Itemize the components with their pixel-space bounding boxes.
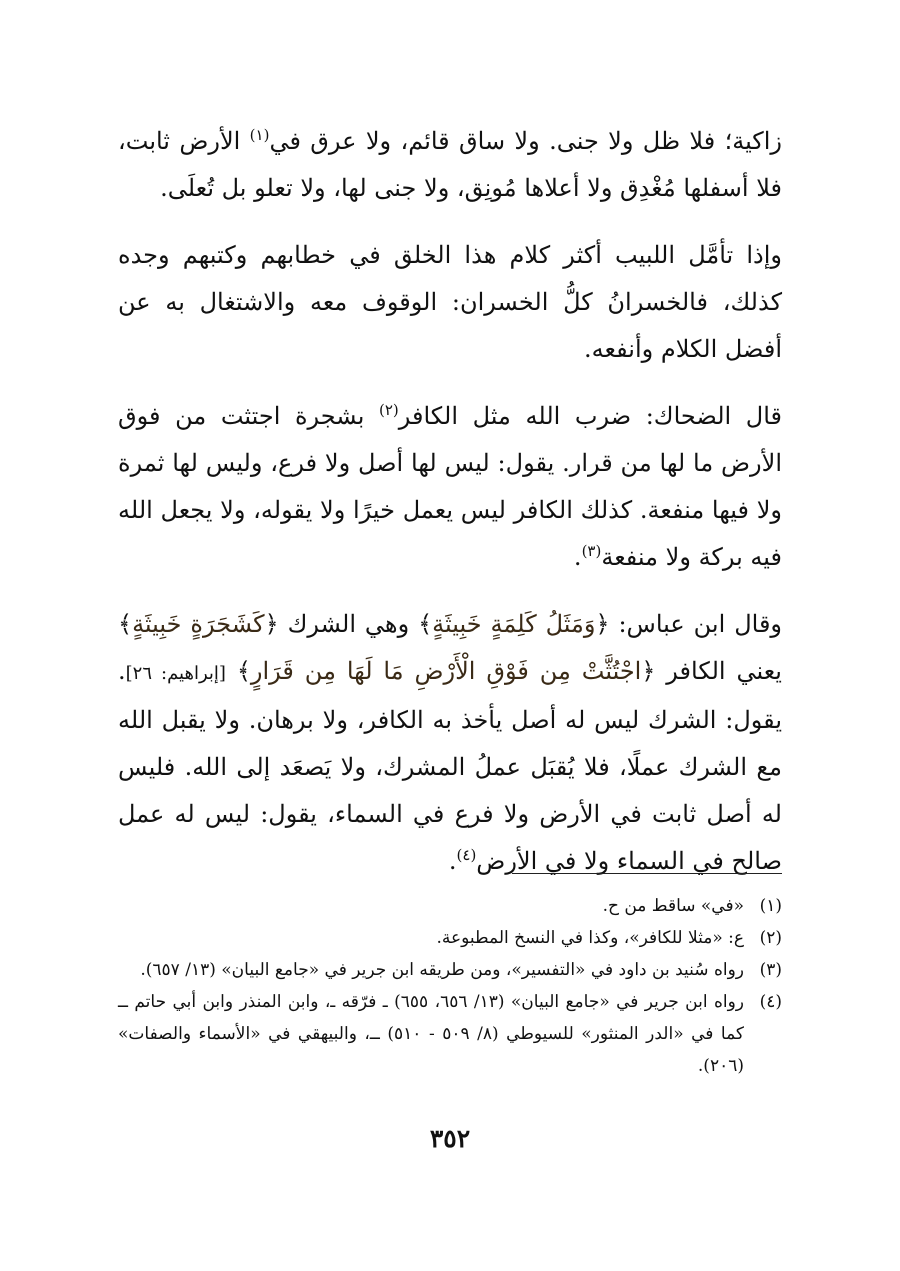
paragraph-2 xyxy=(118,232,782,373)
footnotes xyxy=(118,890,782,1082)
footnote-text: «في» ساقط من ح. xyxy=(602,896,744,916)
quran-verse-3: اجْتُثَّتْ مِن فَوْقِ الْأَرْضِ مَا لَهَا مِن قَرَارٍ xyxy=(250,657,642,685)
quran-brace-open-1: ﴿ xyxy=(595,610,610,638)
quran-brace-open-3: ﴿ xyxy=(641,657,656,685)
p4-text-2: يعني الكافر xyxy=(655,657,782,685)
footnote-number: (١) xyxy=(759,896,782,916)
p3-text-b: بشجرة اجتثت من فوق الأرض ما لها من قرار. يقول: ليس لها أصل ولا فرع، وليس لها ثمرة ولا فيها منفعة. كذلك الكافر ليس يعمل خيرًا ولا يقوله، ولا يجعل الله فيه بركة ولا منفعة xyxy=(118,402,782,571)
footnote-4 xyxy=(118,986,782,1082)
paragraph-4 xyxy=(118,601,782,885)
p4-intro: وقال ابن عباس: xyxy=(609,610,783,638)
footnote-ref-1: (١) xyxy=(249,126,270,144)
quran-verse-1: وَمَثَلُ كَلِمَةٍ خَبِيثَةٍ xyxy=(432,610,596,638)
p3-text-end: . xyxy=(573,543,582,571)
footnote-ref-4: (٤) xyxy=(456,846,477,864)
quran-verse-2: كَشَجَرَةٍ خَبِيثَةٍ xyxy=(132,610,265,638)
quran-brace-close-2: ﴾ xyxy=(118,610,133,638)
quran-brace-open-2: ﴿ xyxy=(264,610,279,638)
footnote-number: (٢) xyxy=(759,928,782,948)
paragraph-3 xyxy=(118,393,782,581)
p2-text: وإذا تأمَّل اللبيب أكثر كلام هذا الخلق في خطابهم وكتبهم وجده كذلك، فالخسرانُ كلُّ الخسران: الوقوف معه والاشتغال به عن أفضل الكلام وأنفعه. xyxy=(118,241,782,363)
quran-brace-close-1: ﴾ xyxy=(418,610,433,638)
paragraph-1 xyxy=(118,118,782,212)
footnote-text: رواه ابن جرير في «جامع البيان» (١٣/ ٦٥٦، ٦٥٥) ـ فرّقه ـ، وابن المنذر وابن أبي حاتم ــ كما في «الدر المنثور» للسيوطي (٨/ ٥٠٩ - ٥١٠) ــ، والبيهقي في «الأسماء والصفات» (٢٠٦). xyxy=(118,992,745,1076)
footnote-number: (٤) xyxy=(759,992,782,1012)
footnote-number: (٣) xyxy=(759,960,782,980)
p4-text-1: وهي الشرك xyxy=(278,610,419,638)
footnote-1 xyxy=(118,890,782,922)
p4-text-3: . يقول: الشرك ليس له أصل يأخذ به الكافر، ولا برهان. ولا يقبل الله مع الشرك عملًا، فلا يُقبَل عملُ المشرك، ولا يَصعَد إلى الله. فليس له أصل ثابت في الأرض ولا فرع في السماء، يقول: ليس له عمل صالح في السماء ولا في الأرض xyxy=(118,657,782,875)
main-text xyxy=(118,118,782,885)
p4-text-end: . xyxy=(448,847,457,875)
footnote-ref-3: (٣) xyxy=(581,542,602,560)
p1-text-a: زاكية؛ فلا ظل ولا جنى. ولا ساق قائم، ولا عرق في xyxy=(269,127,782,155)
footnote-text: ع: «مثلا للكافر»، وكذا في النسخ المطبوعة. xyxy=(436,928,744,948)
footnote-divider xyxy=(512,873,782,874)
footnote-ref-2: (٢) xyxy=(378,401,399,419)
p1-text-b: الأرض ثابت، فلا أسفلها مُغْدِق ولا أعلاها مُونِق، ولا جنى لها، ولا تعلو بل تُعلَى. xyxy=(118,127,782,202)
footnote-3 xyxy=(118,954,782,986)
quran-citation: [إبراهيم: ٢٦] xyxy=(125,663,226,684)
footnote-2 xyxy=(118,922,782,954)
footnote-text: رواه سُنيد بن داود في «التفسير»، ومن طريقه ابن جرير في «جامع البيان» (١٣/ ٦٥٧). xyxy=(140,960,744,980)
quran-brace-close-3: ﴾ xyxy=(236,657,251,685)
p3-text-a: قال الضحاك: ضرب الله مثل الكافر xyxy=(398,402,783,430)
page-number: ٣٥٢ xyxy=(429,1124,471,1153)
